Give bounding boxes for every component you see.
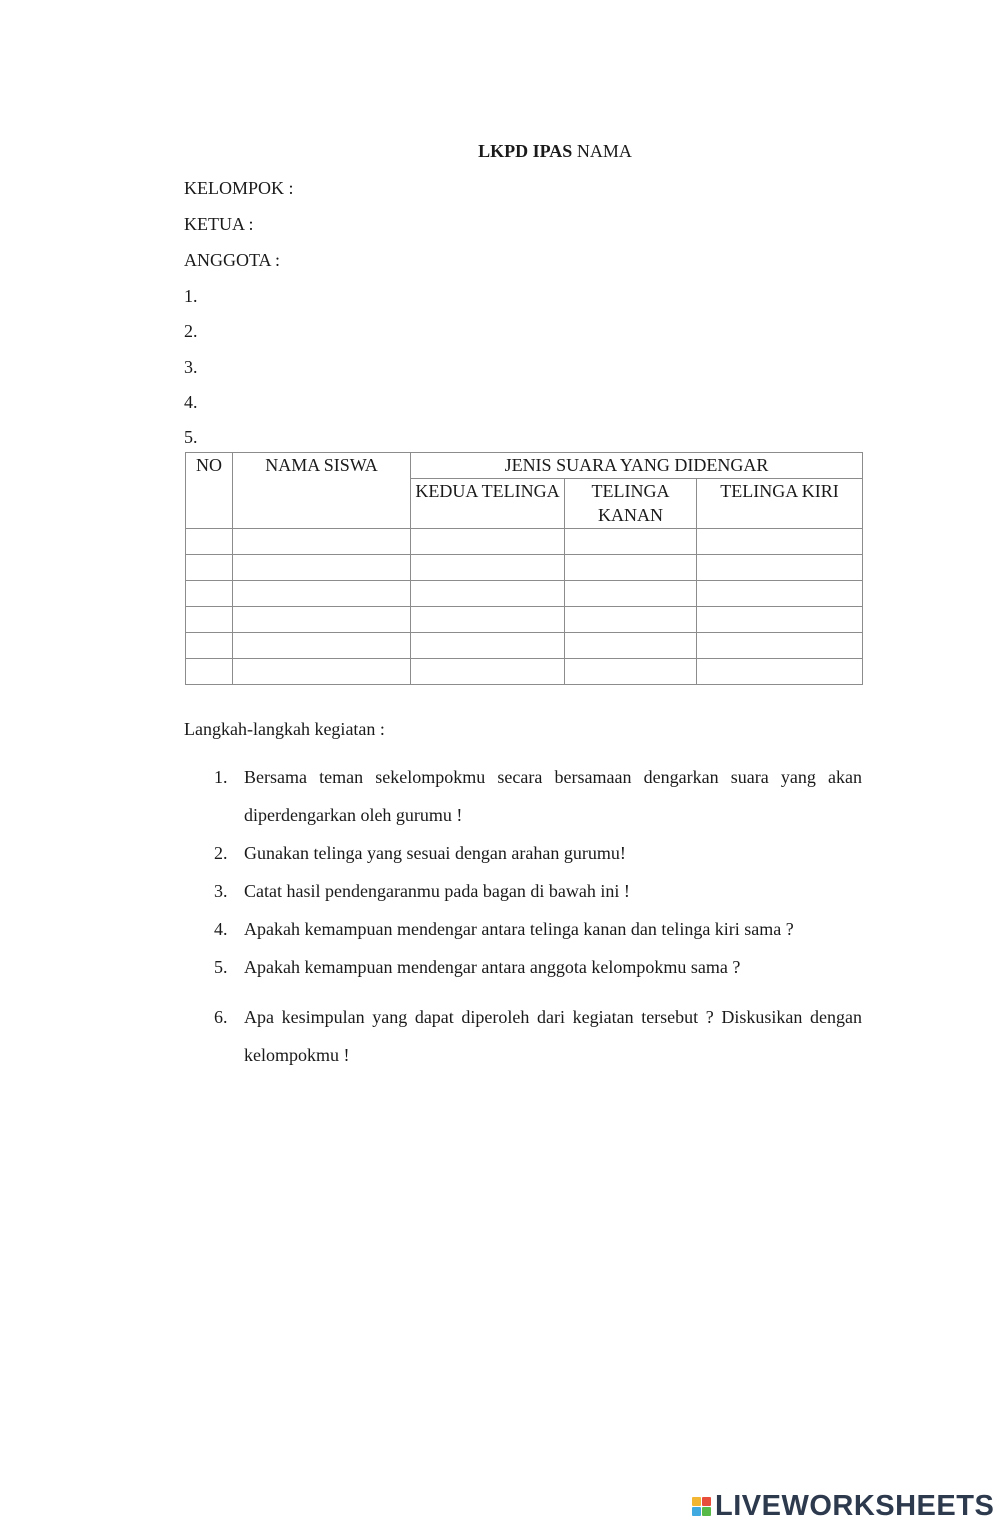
member-number-5: 5. [184, 427, 198, 447]
table-cell[interactable] [565, 581, 697, 607]
step-text: Apa kesimpulan yang dapat diperoleh dari kegiatan tersebut ? Diskusikan dengan kelompokmu ! [244, 1007, 862, 1065]
step-number: 1. [214, 767, 228, 787]
table-body [186, 529, 863, 685]
table-cell[interactable] [411, 555, 565, 581]
table-cell[interactable] [565, 529, 697, 555]
members-label: ANGGOTA : [184, 250, 281, 270]
step-item [184, 948, 862, 986]
table-cell[interactable] [186, 607, 233, 633]
header-both-ears: KEDUA TELINGA [411, 479, 565, 529]
step-number: 5. [214, 957, 228, 977]
member-number-4: 4. [184, 392, 198, 412]
table-row [186, 581, 863, 607]
step-item [184, 998, 862, 1074]
header-no: NO [186, 453, 233, 529]
step-item [184, 834, 862, 872]
title-rest: NAMA [576, 141, 632, 161]
table-cell[interactable] [697, 529, 863, 555]
liveworksheets-logo[interactable] [692, 1490, 994, 1523]
member-number-1: 1. [184, 286, 198, 306]
table-cell[interactable] [233, 659, 411, 685]
table-cell[interactable] [186, 659, 233, 685]
liveworksheets-logo-icon [692, 1497, 711, 1516]
group-label: KELOMPOK : [184, 178, 294, 198]
table-cell[interactable] [697, 633, 863, 659]
step-text: Apakah kemampuan mendengar antara anggota kelompokmu sama ? [244, 957, 741, 977]
header-sound-type: JENIS SUARA YANG DIDENGAR [411, 453, 863, 479]
table-row [186, 529, 863, 555]
table-cell[interactable] [233, 607, 411, 633]
table-row [186, 659, 863, 685]
step-text: Apakah kemampuan mendengar antara telinga kanan dan telinga kiri sama ? [244, 919, 794, 939]
step-text: Catat hasil pendengaranmu pada bagan di bawah ini ! [244, 881, 630, 901]
table-cell[interactable] [697, 607, 863, 633]
table-cell[interactable] [697, 581, 863, 607]
table-cell[interactable] [186, 529, 233, 555]
table-row [186, 555, 863, 581]
table-cell[interactable] [565, 555, 697, 581]
table-cell[interactable] [565, 607, 697, 633]
table-row [186, 633, 863, 659]
page-title [0, 141, 1000, 162]
step-item [184, 910, 862, 948]
step-number: 2. [214, 843, 228, 863]
member-number-2: 2. [184, 321, 198, 341]
table-cell[interactable] [565, 659, 697, 685]
table-cell[interactable] [233, 581, 411, 607]
step-number: 3. [214, 881, 228, 901]
table-cell[interactable] [233, 555, 411, 581]
logo-text: LIVEWORKSHEETS [715, 1490, 995, 1522]
step-text: Bersama teman sekelompokmu secara bersamaan dengarkan suara yang akan diperdengarkan oleh gurumu ! [244, 767, 862, 825]
table-cell[interactable] [411, 581, 565, 607]
step-number: 6. [214, 1007, 228, 1027]
table-cell[interactable] [411, 529, 565, 555]
member-number-3: 3. [184, 357, 198, 377]
steps-title: Langkah-langkah kegiatan : [184, 719, 385, 739]
table-cell[interactable] [697, 659, 863, 685]
header-left-ear: TELINGA KIRI [697, 479, 863, 529]
steps-list [184, 758, 862, 1074]
table-cell[interactable] [186, 555, 233, 581]
table-cell[interactable] [697, 555, 863, 581]
table-cell[interactable] [411, 659, 565, 685]
table-cell[interactable] [411, 633, 565, 659]
table-cell[interactable] [565, 633, 697, 659]
table-cell[interactable] [411, 607, 565, 633]
step-text: Gunakan telinga yang sesuai dengan arahan gurumu! [244, 843, 626, 863]
table-cell[interactable] [186, 581, 233, 607]
table-cell[interactable] [186, 633, 233, 659]
header-student-name: NAMA SISWA [233, 453, 411, 529]
header-right-ear: TELINGA KANAN [565, 479, 697, 529]
title-bold: LKPD IPAS [478, 141, 573, 161]
table-cell[interactable] [233, 529, 411, 555]
table-cell[interactable] [233, 633, 411, 659]
observation-table [185, 452, 863, 685]
table-row [186, 607, 863, 633]
step-item [184, 758, 862, 834]
leader-label: KETUA : [184, 214, 254, 234]
step-item [184, 872, 862, 910]
step-number: 4. [214, 919, 228, 939]
